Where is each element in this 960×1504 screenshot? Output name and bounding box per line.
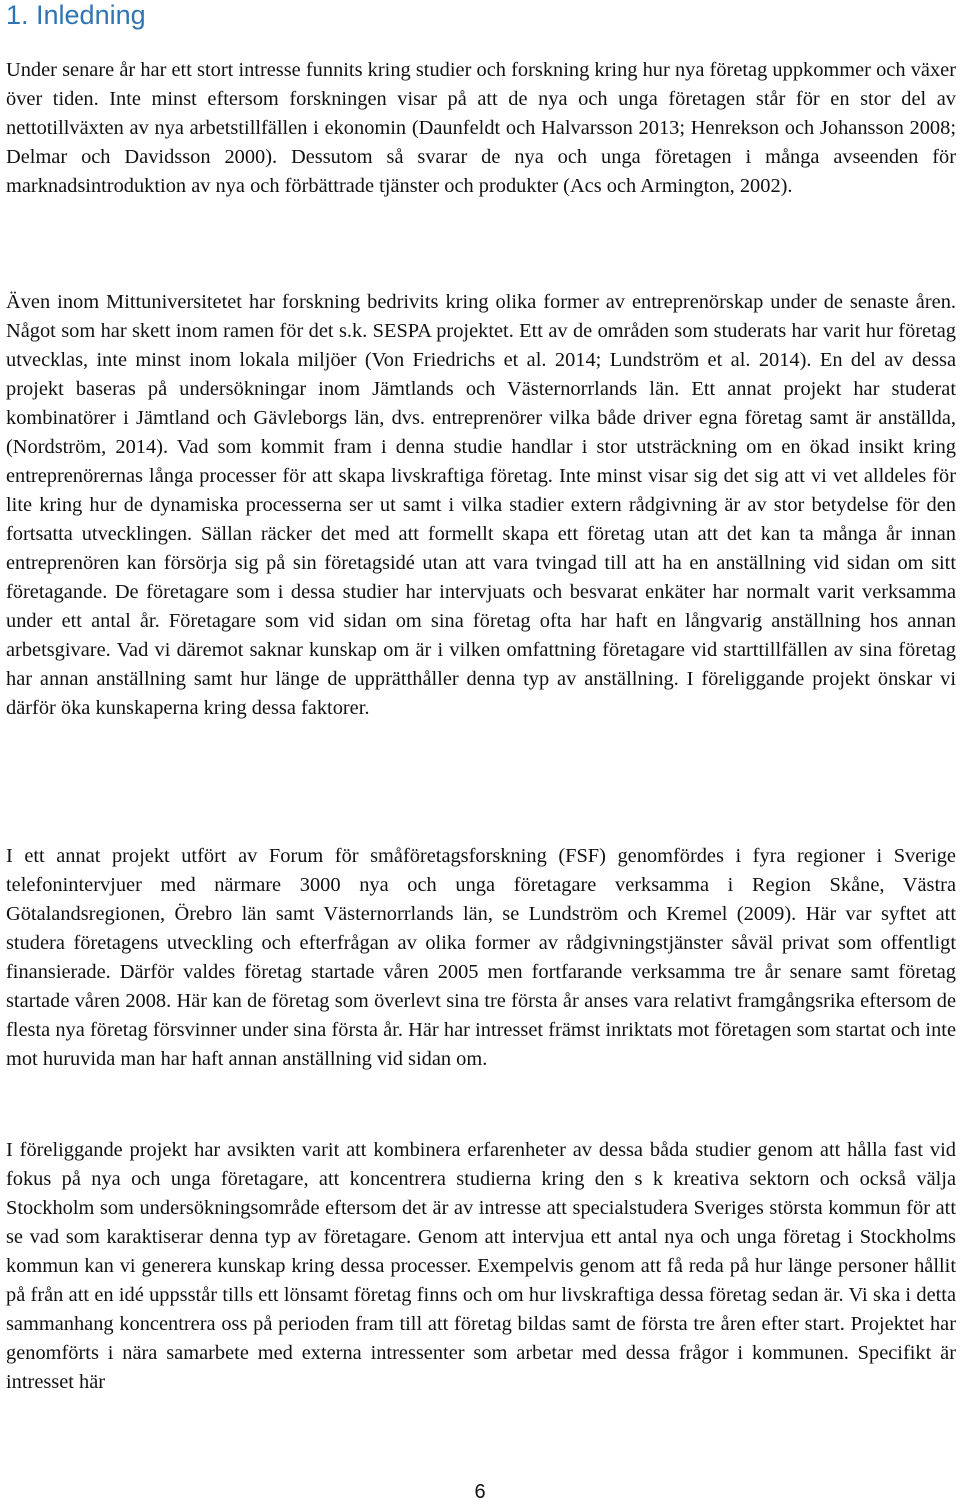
paragraph-4: I föreliggande projekt har avsikten varit att kombinera erfarenheter av dessa båda studier genom att hålla fast vid fokus på nya och unga företagare, att koncentrera studierna kring den s k kreativa sektorn och också välja Stockholm som undersökningsområde eftersom det är av intresse att specialstudera Sveriges största kommun för att se vad som karaktiserar denna typ av företagare. Genom att intervjua ett antal nya och unga företag i Stockholms kommun kan vi generera kunskap kring dessa processer. Exempelvis genom att få reda på hur länge personer hållit på från att en idé uppsstår tills ett lönsamt företag finns och om hur livskraftiga dessa företag sedan är. Vi ska i detta sammanhang koncentrera oss på perioden fram till att företag bildas samt de första tre åren efter start. Projektet har genomförts i nära samarbete med externa intressenter som arbetar med dessa frågor i kommunen. Specifikt är intresset här: [6, 1139, 956, 1393]
paragraph-3: I ett annat projekt utfört av Forum för småföretagsforskning (FSF) genomfördes i fyra regioner i Sverige telefonintervjuer med närmare 3000 nya och unga företagare verksamma i Region Skåne, Västra Götalandsregionen, Örebro län samt Västernorrlands län, se Lundström och Kremel (2009). Här var syftet att studera företagens utveckling och efterfrågan av olika former av rådgivningstjänster såväl privat som offentligt finansierade. Därför valdes företag startade våren 2005 men fortfarande verksamma tre år senare samt företag startade våren 2008. Här kan de företag som överlevt sina tre första år anses vara relativt framgångsrika eftersom de flesta nya företag försvinner under sina första år. Här har intresset främst inriktats mot företagen som startat och inte mot huruvida man har haft annan anställning vid sidan om.: [6, 845, 956, 1070]
paragraph-2: Även inom Mittuniversitetet har forskning bedrivits kring olika former av entreprenörskap under de senaste åren. Något som har skett inom ramen för det s.k. SESPA projektet. Ett av de områden som studerats har varit hur företag utvecklas, inte minst inom lokala miljöer (Von Friedrichs et al. 2014; Lundström et al. 2014). En del av dessa projekt baseras på undersökningar inom Jämtlands och Västernorrlands län. Ett annat projekt har studerat kombinatörer i Jämtland och Gävleborgs län, dvs. entreprenörer vilka både driver egna företag samt är anställda, (Nordström, 2014). Vad som kommit fram i denna studie handlar i stor utsträckning om en ökad insikt kring entreprenörernas långa processer för att skapa livskraftiga företag. Inte minst visar sig det sig att vi vet alldeles för lite kring hur de dynamiska processerna ser ut samt i vilka stadier extern rådgivning är av stor betydelse för den fortsatta utvecklingen. Sällan räcker det med att formellt skapa ett företag utan att det kan ta många år innan entreprenören kan försörja sig på sin företagsidé utan att vara tvingad till att ha en anställning vid sidan om sitt företagande. De företagare som i dessa studier har intervjuats och besvarat enkäter har normalt varit verksamma under ett antal år. Företagare som vid sidan om sina företag ofta har haft en långvarig anställning hos annan arbetsgivare. Vad vi däremot saknar kunskap om är i vilken omfattning företagare vid starttillfällen av sina företag har annan anställning samt hur länge de upprätthåller denna typ av anställning. I föreliggande projekt önskar vi därför öka kunskaperna kring dessa faktorer.: [6, 291, 956, 719]
page-number: 6: [474, 1481, 486, 1503]
document-page: [6, 0, 956, 1393]
paragraph-1: Under senare år har ett stort intresse funnits kring studier och forskning kring hur nya företag uppkommer och växer över tiden. Inte minst eftersom forskningen visar på att de nya och unga företagen står för en stor del av nettotillväxten av nya arbetstillfällen i ekonomin (Daunfeldt och Halvarsson 2013; Henrekson och Johansson 2008; Delmar och Davidsson 2000). Dessutom så svarar de nya och unga företagen i många avseenden för marknadsintroduktion av nya och förbättrade tjänster och produkter (Acs och Armington, 2002).: [6, 59, 956, 197]
section-heading: 1. Inledning: [6, 0, 146, 30]
